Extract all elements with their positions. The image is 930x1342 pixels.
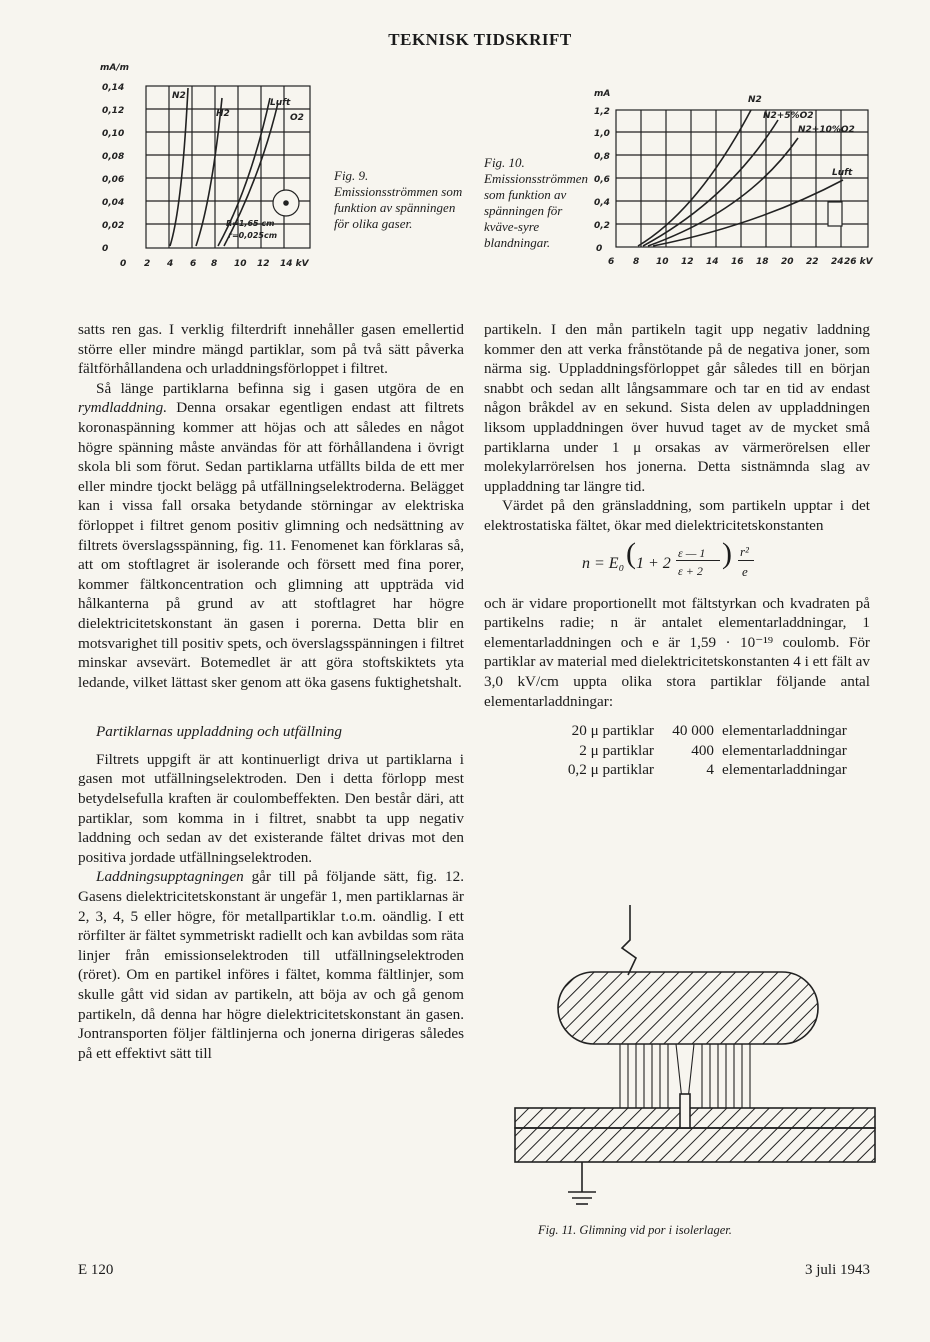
svg-text:0,12: 0,12: [102, 106, 125, 116]
svg-text:14 kV: 14 kV: [280, 259, 309, 269]
fig10-caption: Fig. 10. Emissionsströmmen som funktion av spänningen för kväve-syre blandningar.: [484, 155, 589, 250]
paragraph: Så länge partiklarna befinna sig i gasen utgöra de en rymdladdning. Denna orsakar egentligen endast att filtrets koronaspänning kommer att höjas och att således en något högre spänning måste användas för att förhållandena i övrigt skola bli som förut. Sedan partiklarna utfällts bilda de ett mer eller mindre tjockt belägg på utfällningselektroderna. Belägget kan i vissa fall orsaka betydande störningar av elektriska förloppet i filtret genom positiv glimning och nedsättning av filtrets överslagsspänning, fig. 11. Fenomenet kan förklaras så, att om stoftlagret är isolerande och försett med fina porer, kommer fältkoncentration och glimning att uppträda vid hålkanterna på grund av att stoftlagret har högre dielektricitetskonstant än gasen i porerna. Detta blir en motsvarighet till positiv spets, och överslagsspänningen i filtret minskar avsevärt. Botemedlet är att göra stoftskiktets yta ledande, vilket lättast sker genom att öka gasens fuktighetshalt.: [78, 379, 464, 691]
svg-text:12: 12: [257, 259, 270, 269]
svg-text:8: 8: [633, 257, 640, 267]
fig10-chart: [588, 80, 878, 275]
paragraph: partikeln. I den mån partikeln tagit upp negativ laddning kommer den att verka frånstötande på de negativa joner, som närma sig. Uppladdningsförloppet går således till en början snabbt och sedan allt långsammare och tar en tid av endast någon bråkdel av en sekund. Sista delen av uppladdningen liksom uppladdningen över huvud taget av de mycket små partiklarna under 1 μ orsakas av värmerörelsen eller molekylarrörelsen hos jonerna. Detta sistnämnda slag av uppladdning tar längre tid.: [484, 321, 870, 495]
fig11-diagram: [510, 900, 880, 1220]
svg-text:O2: O2: [290, 113, 304, 123]
svg-text:H2: H2: [216, 109, 230, 119]
svg-text:Luft: Luft: [832, 168, 853, 178]
table-row: 20 μ partiklar 40 000 elementarladdningar: [571, 722, 847, 740]
table-row: 2 μ partiklar 400 elementarladdningar: [579, 741, 847, 759]
svg-text:N2+5%O2: N2+5%O2: [763, 111, 814, 121]
svg-text:18: 18: [756, 257, 769, 267]
table-row: 0,2 μ partiklar 4 elementarladdningar: [567, 761, 847, 779]
svg-text:22: 22: [806, 257, 819, 267]
svg-text:14: 14: [706, 257, 719, 267]
svg-text:0,04: 0,04: [102, 198, 125, 208]
svg-text:0,08: 0,08: [102, 152, 125, 162]
charge-table: [514, 721, 870, 780]
formula: n = E₀ ( 1 + 2 ε — 1 ε + 2 ) r² e: [484, 544, 870, 584]
svg-text:16: 16: [731, 257, 744, 267]
svg-text:10: 10: [656, 257, 669, 267]
svg-text:26 kV: 26 kV: [844, 257, 873, 267]
paragraph: Laddningsupptagningen går till på följande sätt, fig. 12. Gasens dielektricitetskonstant är ungefär 1, men partiklarnas är 2, 3, 4, 5 eller högre, för metallpartiklar t.o.m. oändlig. I ett rörfilter är fältet symmetriskt radiellt och kan avbildas som räta linjer från emissionselektroden till utfällningselektroden (röret). Om en partikel införes i fältet, komma fältlinjer, som skulle gått vid sidan av partikeln, att böja av och gå genom partikeln, då denna har högre dielektricitetskonstant än gasen. Jontransporten följer fältlinjerna och jonerna dirigeras således på ett effektivt sätt till: [78, 868, 464, 1062]
fig11-caption: Fig. 11. Glimning vid por i isolerlager.: [538, 1223, 732, 1237]
paragraph: och är vidare proportionellt mot fältstyrkan och kvadraten på partikelns radie; n är antalet elementarladdningar, 1 elementarladdningen och e är 1,59 · 10⁻¹⁹ coulomb. För partiklar av material med dielektricitetskonstanten 4 i ett fält av 3,0 kV/cm uppta olika stora partiklar följande antal elementarladdningar:: [484, 594, 870, 710]
svg-text:12: 12: [681, 257, 694, 267]
paragraph: Värdet på den gränsladdning, som partikeln upptar i det elektrostatiska fältet, ökar med dielektricitetskonstanten: [484, 497, 870, 534]
issue-date: 3 juli 1943: [804, 1262, 870, 1278]
svg-text:Luft: Luft: [270, 98, 291, 108]
svg-text:0,4: 0,4: [594, 198, 610, 208]
page-number: E 120: [78, 1262, 114, 1278]
svg-text:0,02: 0,02: [102, 221, 125, 231]
fig9-chart: [100, 58, 315, 273]
svg-text:6: 6: [608, 257, 615, 267]
svg-text:0,10: 0,10: [102, 129, 125, 139]
svg-text:4: 4: [167, 259, 174, 269]
section-heading: Partiklarnas uppladdning och utfällning: [96, 723, 342, 741]
svg-text:N2: N2: [748, 95, 762, 105]
fig9-caption: Fig. 9. Emissionsströmmen som funktion av spänningen för olika gaser.: [334, 168, 463, 231]
svg-text:0,14: 0,14: [102, 83, 125, 93]
right-column: [484, 320, 870, 780]
svg-text:6: 6: [190, 259, 197, 269]
svg-text:N2: N2: [172, 91, 186, 101]
svg-text:R=1,65 cm: R=1,65 cm: [226, 219, 275, 228]
svg-text:1,2: 1,2: [594, 107, 610, 117]
paragraph: satts ren gas. I verklig filterdrift innehåller gasen emellertid större eller mindre mängd partiklar, som på två sätt påverka fältförhållandena och urladdningsförloppet i filtret.: [78, 321, 464, 378]
paragraph: Filtrets uppgift är att kontinuerligt driva ut partiklarna i gasen mot utfällningselektroden. Den i detta förlopp mest betydelsefulla kraften är coulombeffekten. Den består däri, att partiklar, som komma in i filtret, snabbt ta upp negativ laddning och sedan av det existerande fältet drivas mot den positiva jordade utfällningselektroden.: [78, 750, 464, 866]
svg-text:0,8: 0,8: [594, 152, 610, 162]
journal-header: TEKNISK TIDSKRIFT: [388, 30, 572, 49]
svg-text:0: 0: [596, 244, 603, 254]
svg-text:10: 10: [234, 259, 247, 269]
svg-text:mA: mA: [594, 89, 611, 99]
svg-text:r=0,025cm: r=0,025cm: [228, 231, 278, 240]
svg-text:N2+10%O2: N2+10%O2: [798, 125, 855, 135]
svg-text:0: 0: [120, 259, 127, 269]
fig9-y-unit: mA/m: [100, 63, 130, 73]
svg-text:24: 24: [831, 257, 844, 267]
svg-text:8: 8: [211, 259, 218, 269]
svg-text:20: 20: [781, 257, 794, 267]
left-column: [78, 320, 464, 1063]
svg-text:0: 0: [102, 244, 109, 254]
svg-text:0,6: 0,6: [594, 175, 610, 185]
svg-text:1,0: 1,0: [594, 129, 610, 139]
svg-text:0,06: 0,06: [102, 175, 125, 185]
svg-text:0,2: 0,2: [594, 221, 610, 231]
svg-text:2: 2: [144, 259, 151, 269]
